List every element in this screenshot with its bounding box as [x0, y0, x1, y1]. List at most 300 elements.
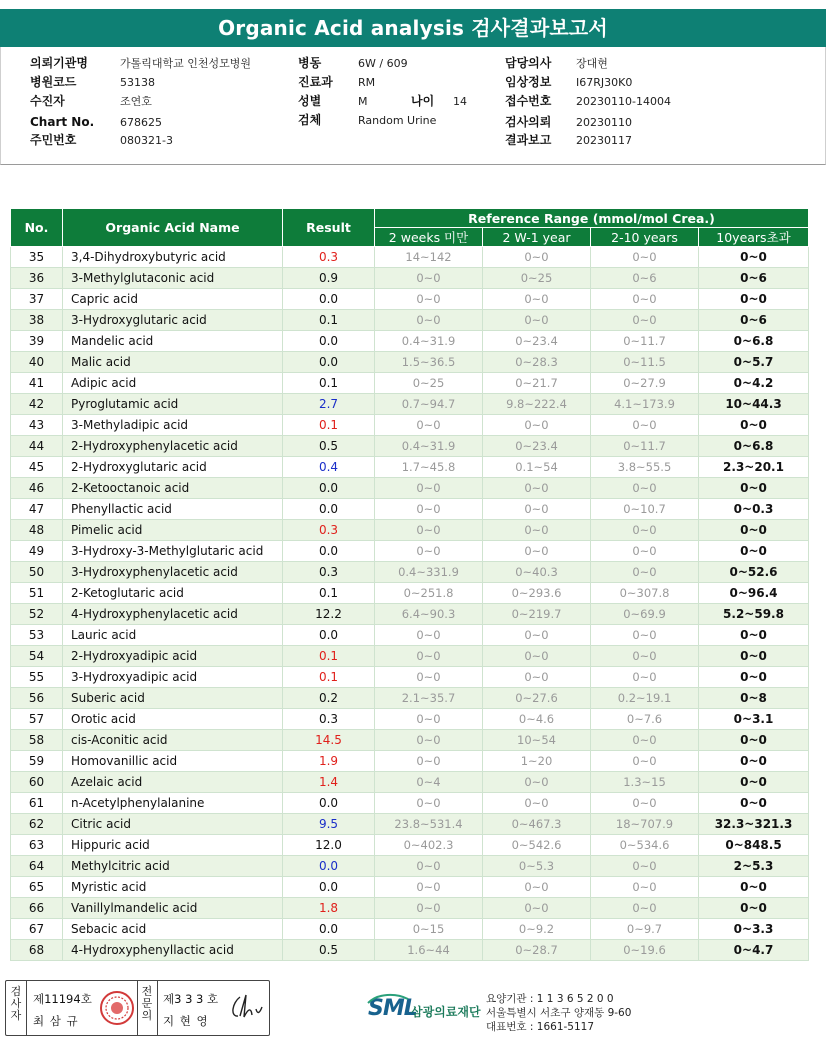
table-row: [11, 520, 809, 541]
row-acid-name: Azelaic acid: [63, 772, 283, 793]
row-ref-over-10y: 0~3.3: [699, 919, 809, 940]
table-row: [11, 772, 809, 793]
hospital-code-label: 병원코드: [30, 75, 77, 89]
inspector-name: 최 삼 규: [33, 1014, 79, 1028]
institution-label: 의뢰기관명: [30, 56, 88, 70]
row-acid-name: Homovanillic acid: [63, 751, 283, 772]
row-acid-name: Vanillylmandelic acid: [63, 898, 283, 919]
row-no: 45: [11, 457, 63, 478]
row-ref-under-2w: 0~402.3: [375, 835, 483, 856]
row-ref-2w-1y: 0~219.7: [483, 604, 591, 625]
row-no: 41: [11, 373, 63, 394]
row-no: 59: [11, 751, 63, 772]
row-ref-2w-1y: 0~27.6: [483, 688, 591, 709]
row-ref-2-10y: 0~19.6: [591, 940, 699, 961]
row-ref-over-10y: 0~0: [699, 625, 809, 646]
row-ref-2-10y: 0~0: [591, 877, 699, 898]
row-ref-2w-1y: 0~0: [483, 478, 591, 499]
row-ref-2w-1y: 9.8~222.4: [483, 394, 591, 415]
report-value: 20230117: [576, 134, 632, 147]
row-result: 0.1: [283, 310, 375, 331]
row-ref-2w-1y: 0~0: [483, 772, 591, 793]
row-acid-name: 3,4-Dihydroxybutyric acid: [63, 247, 283, 268]
verifier-name: 지 현 영: [163, 1014, 209, 1028]
row-ref-under-2w: 2.1~35.7: [375, 688, 483, 709]
seal-stamp-icon: [99, 990, 135, 1026]
row-ref-2w-1y: 0~4.6: [483, 709, 591, 730]
row-ref-2w-1y: 0~5.3: [483, 856, 591, 877]
row-ref-under-2w: 0~0: [375, 478, 483, 499]
row-ref-over-10y: 0~6: [699, 268, 809, 289]
table-row: [11, 478, 809, 499]
row-result: 12.0: [283, 835, 375, 856]
row-no: 68: [11, 940, 63, 961]
row-ref-over-10y: 0~0: [699, 289, 809, 310]
row-result: 0.2: [283, 688, 375, 709]
row-ref-2-10y: 0~0: [591, 247, 699, 268]
row-result: 0.3: [283, 247, 375, 268]
row-ref-under-2w: 6.4~90.3: [375, 604, 483, 625]
row-ref-2w-1y: 0~0: [483, 247, 591, 268]
row-ref-2-10y: 0~0: [591, 898, 699, 919]
row-ref-under-2w: 0.4~31.9: [375, 436, 483, 457]
table-row: [11, 331, 809, 352]
row-ref-2-10y: 0~11.5: [591, 352, 699, 373]
inspector-no: 제11194호: [33, 992, 92, 1006]
row-ref-over-10y: 0~0: [699, 247, 809, 268]
row-acid-name: Pyroglutamic acid: [63, 394, 283, 415]
row-result: 0.0: [283, 541, 375, 562]
row-no: 64: [11, 856, 63, 877]
row-ref-2w-1y: 0.1~54: [483, 457, 591, 478]
table-row: [11, 835, 809, 856]
row-ref-over-10y: 0~0: [699, 730, 809, 751]
row-result: 0.1: [283, 373, 375, 394]
row-acid-name: 2-Ketoglutaric acid: [63, 583, 283, 604]
row-ref-under-2w: 0~0: [375, 289, 483, 310]
col-reference-header: Reference Range (mmol/mol Crea.): [375, 209, 809, 228]
row-ref-over-10y: 0~0: [699, 520, 809, 541]
row-ref-2w-1y: 0~0: [483, 520, 591, 541]
age-label: 나이: [411, 94, 435, 108]
specimen-label: 검체: [298, 113, 322, 127]
ref-over-10y-header: 10years초과: [699, 228, 809, 247]
row-ref-under-2w: 0~0: [375, 898, 483, 919]
doctor-value: 장대현: [576, 57, 608, 70]
row-acid-name: 2-Ketooctanoic acid: [63, 478, 283, 499]
resident-no-label: 주민번호: [30, 133, 77, 147]
row-result: 0.1: [283, 667, 375, 688]
row-acid-name: Mandelic acid: [63, 331, 283, 352]
table-row: [11, 856, 809, 877]
row-result: 0.0: [283, 919, 375, 940]
row-ref-2-10y: 0~0: [591, 541, 699, 562]
row-result: 0.9: [283, 268, 375, 289]
row-acid-name: Suberic acid: [63, 688, 283, 709]
row-ref-over-10y: 0~4.2: [699, 373, 809, 394]
row-acid-name: Sebacic acid: [63, 919, 283, 940]
row-ref-2-10y: 0~0: [591, 415, 699, 436]
row-result: 14.5: [283, 730, 375, 751]
row-ref-over-10y: 0~848.5: [699, 835, 809, 856]
org-name: 삼광의료재단: [411, 1005, 481, 1019]
row-ref-under-2w: 0~0: [375, 499, 483, 520]
row-ref-over-10y: 0~0: [699, 877, 809, 898]
row-ref-2-10y: 0~0: [591, 646, 699, 667]
signature-box: [5, 980, 270, 1036]
row-result: 0.0: [283, 289, 375, 310]
row-acid-name: 4-Hydroxyphenyllactic acid: [63, 940, 283, 961]
row-acid-name: 2-Hydroxyphenylacetic acid: [63, 436, 283, 457]
row-no: 47: [11, 499, 63, 520]
row-ref-2-10y: 0~7.6: [591, 709, 699, 730]
row-no: 51: [11, 583, 63, 604]
specimen-value: Random Urine: [358, 114, 437, 127]
row-ref-2w-1y: 0~0: [483, 625, 591, 646]
row-no: 56: [11, 688, 63, 709]
row-ref-over-10y: 0~52.6: [699, 562, 809, 583]
table-row: [11, 730, 809, 751]
verifier-no: 제3 3 3 호: [163, 992, 219, 1006]
row-ref-2w-1y: 0~0: [483, 898, 591, 919]
table-row: [11, 877, 809, 898]
table-row: [11, 268, 809, 289]
row-no: 36: [11, 268, 63, 289]
row-result: 0.3: [283, 709, 375, 730]
row-no: 66: [11, 898, 63, 919]
row-ref-2w-1y: 0~0: [483, 667, 591, 688]
age-value: 14: [453, 95, 467, 108]
row-ref-under-2w: 0~0: [375, 856, 483, 877]
verifier-label: 전문의: [141, 985, 153, 1022]
row-acid-name: 4-Hydroxyphenylacetic acid: [63, 604, 283, 625]
row-acid-name: 3-Hydroxyglutaric acid: [63, 310, 283, 331]
row-ref-over-10y: 0~8: [699, 688, 809, 709]
col-name-header: Organic Acid Name: [63, 209, 283, 247]
table-row: [11, 373, 809, 394]
row-ref-2-10y: 0~0: [591, 478, 699, 499]
table-row: [11, 814, 809, 835]
row-result: 0.0: [283, 793, 375, 814]
receipt-label: 접수번호: [505, 94, 552, 108]
row-ref-under-2w: 1.5~36.5: [375, 352, 483, 373]
row-ref-2w-1y: 0~28.7: [483, 940, 591, 961]
department-value: RM: [358, 76, 376, 89]
report-label: 결과보고: [505, 133, 552, 147]
row-ref-under-2w: 0~0: [375, 730, 483, 751]
row-ref-2-10y: 0~27.9: [591, 373, 699, 394]
row-result: 0.1: [283, 583, 375, 604]
report-title: Organic Acid analysis 검사결과보고서: [0, 9, 826, 47]
table-row: [11, 457, 809, 478]
col-result-header: Result: [283, 209, 375, 247]
institution-value: 가톨릭대학교 인천성모병원: [120, 57, 252, 70]
row-ref-under-2w: 0~0: [375, 646, 483, 667]
row-result: 1.9: [283, 751, 375, 772]
row-result: 1.8: [283, 898, 375, 919]
row-ref-under-2w: 0~0: [375, 625, 483, 646]
row-no: 53: [11, 625, 63, 646]
row-ref-2-10y: 0~11.7: [591, 331, 699, 352]
row-ref-2-10y: 0~6: [591, 268, 699, 289]
table-row: [11, 289, 809, 310]
row-ref-over-10y: 0~6.8: [699, 331, 809, 352]
row-no: 35: [11, 247, 63, 268]
row-ref-2w-1y: 0~0: [483, 310, 591, 331]
inspector-label: 검사자: [10, 985, 22, 1022]
row-acid-name: Myristic acid: [63, 877, 283, 898]
row-ref-2w-1y: 0~9.2: [483, 919, 591, 940]
row-ref-2-10y: 0~9.7: [591, 919, 699, 940]
row-ref-under-2w: 0~251.8: [375, 583, 483, 604]
hospital-code-value: 53138: [120, 76, 155, 89]
row-no: 43: [11, 415, 63, 436]
clinical-value: I67RJ30K0: [576, 76, 633, 89]
row-ref-2-10y: 0~0: [591, 562, 699, 583]
org-address: 서울특별시 서초구 양재동 9-60: [486, 1007, 632, 1019]
row-acid-name: 3-Hydroxyphenylacetic acid: [63, 562, 283, 583]
row-acid-name: Lauric acid: [63, 625, 283, 646]
row-no: 52: [11, 604, 63, 625]
ward-label: 병동: [298, 56, 322, 70]
row-ref-over-10y: 0~0: [699, 667, 809, 688]
row-ref-over-10y: 5.2~59.8: [699, 604, 809, 625]
table-row: [11, 394, 809, 415]
row-no: 39: [11, 331, 63, 352]
row-no: 46: [11, 478, 63, 499]
row-ref-2-10y: 0~0: [591, 625, 699, 646]
row-acid-name: n-Acetylphenylalanine: [63, 793, 283, 814]
row-ref-over-10y: 0~0: [699, 793, 809, 814]
row-ref-over-10y: 0~4.7: [699, 940, 809, 961]
row-ref-2w-1y: 10~54: [483, 730, 591, 751]
row-ref-under-2w: 0~25: [375, 373, 483, 394]
row-result: 2.7: [283, 394, 375, 415]
row-no: 54: [11, 646, 63, 667]
ref-under-2w-header: 2 weeks 미만: [375, 228, 483, 247]
clinical-label: 임상정보: [505, 75, 552, 89]
row-result: 0.0: [283, 499, 375, 520]
patient-info-panel: [0, 47, 826, 165]
row-ref-under-2w: 0~0: [375, 709, 483, 730]
table-row: [11, 793, 809, 814]
row-ref-2w-1y: 0~25: [483, 268, 591, 289]
row-result: 0.3: [283, 562, 375, 583]
row-ref-2w-1y: 0~21.7: [483, 373, 591, 394]
table-row: [11, 604, 809, 625]
row-ref-under-2w: 23.8~531.4: [375, 814, 483, 835]
table-row: [11, 583, 809, 604]
row-no: 60: [11, 772, 63, 793]
row-ref-over-10y: 10~44.3: [699, 394, 809, 415]
chart-no-value: 678625: [120, 116, 162, 129]
organic-acid-rows: [11, 247, 809, 961]
row-result: 0.5: [283, 940, 375, 961]
row-ref-under-2w: 0~0: [375, 520, 483, 541]
row-result: 0.0: [283, 478, 375, 499]
row-no: 55: [11, 667, 63, 688]
row-ref-under-2w: 0~0: [375, 310, 483, 331]
sex-value: M: [358, 95, 368, 108]
table-row: [11, 310, 809, 331]
row-acid-name: Methylcitric acid: [63, 856, 283, 877]
row-ref-2-10y: 0~0: [591, 793, 699, 814]
table-row: [11, 247, 809, 268]
table-row: [11, 499, 809, 520]
logo-swoosh-icon: [366, 993, 410, 1005]
row-no: 37: [11, 289, 63, 310]
row-acid-name: 3-Hydroxyadipic acid: [63, 667, 283, 688]
row-ref-over-10y: 0~0: [699, 541, 809, 562]
row-acid-name: Pimelic acid: [63, 520, 283, 541]
row-result: 0.0: [283, 331, 375, 352]
row-ref-2-10y: 0~0: [591, 730, 699, 751]
doctor-label: 담당의사: [505, 56, 552, 70]
receipt-value: 20230110-14004: [576, 95, 671, 108]
row-ref-2w-1y: 0~0: [483, 793, 591, 814]
row-ref-under-2w: 0.7~94.7: [375, 394, 483, 415]
row-no: 48: [11, 520, 63, 541]
table-row: [11, 352, 809, 373]
table-row: [11, 436, 809, 457]
row-ref-2-10y: 3.8~55.5: [591, 457, 699, 478]
row-no: 65: [11, 877, 63, 898]
row-ref-over-10y: 0~6.8: [699, 436, 809, 457]
organic-acid-table: [10, 208, 809, 961]
row-ref-2-10y: 4.1~173.9: [591, 394, 699, 415]
table-row: [11, 646, 809, 667]
sex-label: 성별: [298, 94, 322, 108]
row-result: 0.4: [283, 457, 375, 478]
row-ref-2-10y: 0.2~19.1: [591, 688, 699, 709]
row-acid-name: Orotic acid: [63, 709, 283, 730]
row-no: 62: [11, 814, 63, 835]
row-ref-2-10y: 0~0: [591, 310, 699, 331]
row-ref-over-10y: 2.3~20.1: [699, 457, 809, 478]
row-no: 67: [11, 919, 63, 940]
ref-2w-1y-header: 2 W-1 year: [483, 228, 591, 247]
row-ref-2-10y: 0~0: [591, 520, 699, 541]
department-label: 진료과: [298, 75, 333, 89]
row-ref-under-2w: 0~0: [375, 268, 483, 289]
row-ref-2w-1y: 0~0: [483, 541, 591, 562]
row-acid-name: 3-Methylglutaconic acid: [63, 268, 283, 289]
table-row: [11, 898, 809, 919]
row-result: 0.0: [283, 856, 375, 877]
row-acid-name: Citric acid: [63, 814, 283, 835]
row-ref-under-2w: 0~0: [375, 793, 483, 814]
row-ref-2-10y: 0~0: [591, 751, 699, 772]
table-row: [11, 919, 809, 940]
table-row: [11, 541, 809, 562]
row-ref-over-10y: 0~0: [699, 772, 809, 793]
row-ref-2w-1y: 0~40.3: [483, 562, 591, 583]
row-result: 0.0: [283, 352, 375, 373]
row-ref-2-10y: 0~307.8: [591, 583, 699, 604]
row-result: 9.5: [283, 814, 375, 835]
row-ref-over-10y: 32.3~321.3: [699, 814, 809, 835]
row-no: 38: [11, 310, 63, 331]
col-no-header: No.: [11, 209, 63, 247]
row-no: 44: [11, 436, 63, 457]
ref-2-10y-header: 2-10 years: [591, 228, 699, 247]
row-acid-name: Malic acid: [63, 352, 283, 373]
row-no: 58: [11, 730, 63, 751]
row-acid-name: Hippuric acid: [63, 835, 283, 856]
org-phone: 대표번호 : 1661-5117: [486, 1021, 595, 1033]
row-acid-name: Phenyllactic acid: [63, 499, 283, 520]
row-ref-over-10y: 0~0: [699, 898, 809, 919]
sml-logo: SML: [368, 996, 417, 1021]
row-ref-2-10y: 0~0: [591, 667, 699, 688]
row-no: 50: [11, 562, 63, 583]
row-ref-under-2w: 0~0: [375, 667, 483, 688]
row-ref-over-10y: 0~0: [699, 646, 809, 667]
row-ref-under-2w: 0.4~331.9: [375, 562, 483, 583]
row-ref-2w-1y: 0~0: [483, 499, 591, 520]
row-ref-2-10y: 0~0: [591, 856, 699, 877]
row-ref-over-10y: 0~0: [699, 415, 809, 436]
recipient-value: 조연호: [120, 95, 152, 108]
row-ref-2w-1y: 0~28.3: [483, 352, 591, 373]
row-acid-name: 3-Methyladipic acid: [63, 415, 283, 436]
row-ref-2w-1y: 0~467.3: [483, 814, 591, 835]
table-row: [11, 709, 809, 730]
request-label: 검사의뢰: [505, 115, 552, 129]
row-acid-name: Adipic acid: [63, 373, 283, 394]
row-ref-2w-1y: 0~0: [483, 415, 591, 436]
institution-code: 요양기관 : 1 1 3 6 5 2 0 0: [486, 993, 614, 1005]
row-ref-under-2w: 14~142: [375, 247, 483, 268]
table-row: [11, 415, 809, 436]
table-row: [11, 940, 809, 961]
row-no: 49: [11, 541, 63, 562]
row-result: 0.0: [283, 877, 375, 898]
row-acid-name: 2-Hydroxyadipic acid: [63, 646, 283, 667]
resident-no-value: 080321-3: [120, 134, 173, 147]
row-ref-under-2w: 0~0: [375, 751, 483, 772]
table-row: [11, 751, 809, 772]
row-acid-name: Capric acid: [63, 289, 283, 310]
row-no: 61: [11, 793, 63, 814]
row-ref-over-10y: 0~0: [699, 478, 809, 499]
row-result: 0.1: [283, 646, 375, 667]
table-row: [11, 688, 809, 709]
row-ref-under-2w: 0~0: [375, 541, 483, 562]
row-ref-over-10y: 0~0.3: [699, 499, 809, 520]
row-no: 63: [11, 835, 63, 856]
row-ref-under-2w: 0~4: [375, 772, 483, 793]
table-row: [11, 667, 809, 688]
row-result: 0.0: [283, 625, 375, 646]
row-ref-2-10y: 0~0: [591, 289, 699, 310]
row-ref-under-2w: 0~15: [375, 919, 483, 940]
row-no: 57: [11, 709, 63, 730]
row-no: 42: [11, 394, 63, 415]
row-result: 0.5: [283, 436, 375, 457]
row-ref-2w-1y: 0~23.4: [483, 436, 591, 457]
row-ref-under-2w: 1.6~44: [375, 940, 483, 961]
row-ref-under-2w: 0.4~31.9: [375, 331, 483, 352]
recipient-label: 수진자: [30, 94, 65, 108]
request-value: 20230110: [576, 116, 632, 129]
signature-icon: [226, 989, 266, 1025]
row-ref-2-10y: 1.3~15: [591, 772, 699, 793]
table-row: [11, 562, 809, 583]
row-ref-2w-1y: 0~0: [483, 877, 591, 898]
row-result: 0.3: [283, 520, 375, 541]
row-ref-over-10y: 0~3.1: [699, 709, 809, 730]
